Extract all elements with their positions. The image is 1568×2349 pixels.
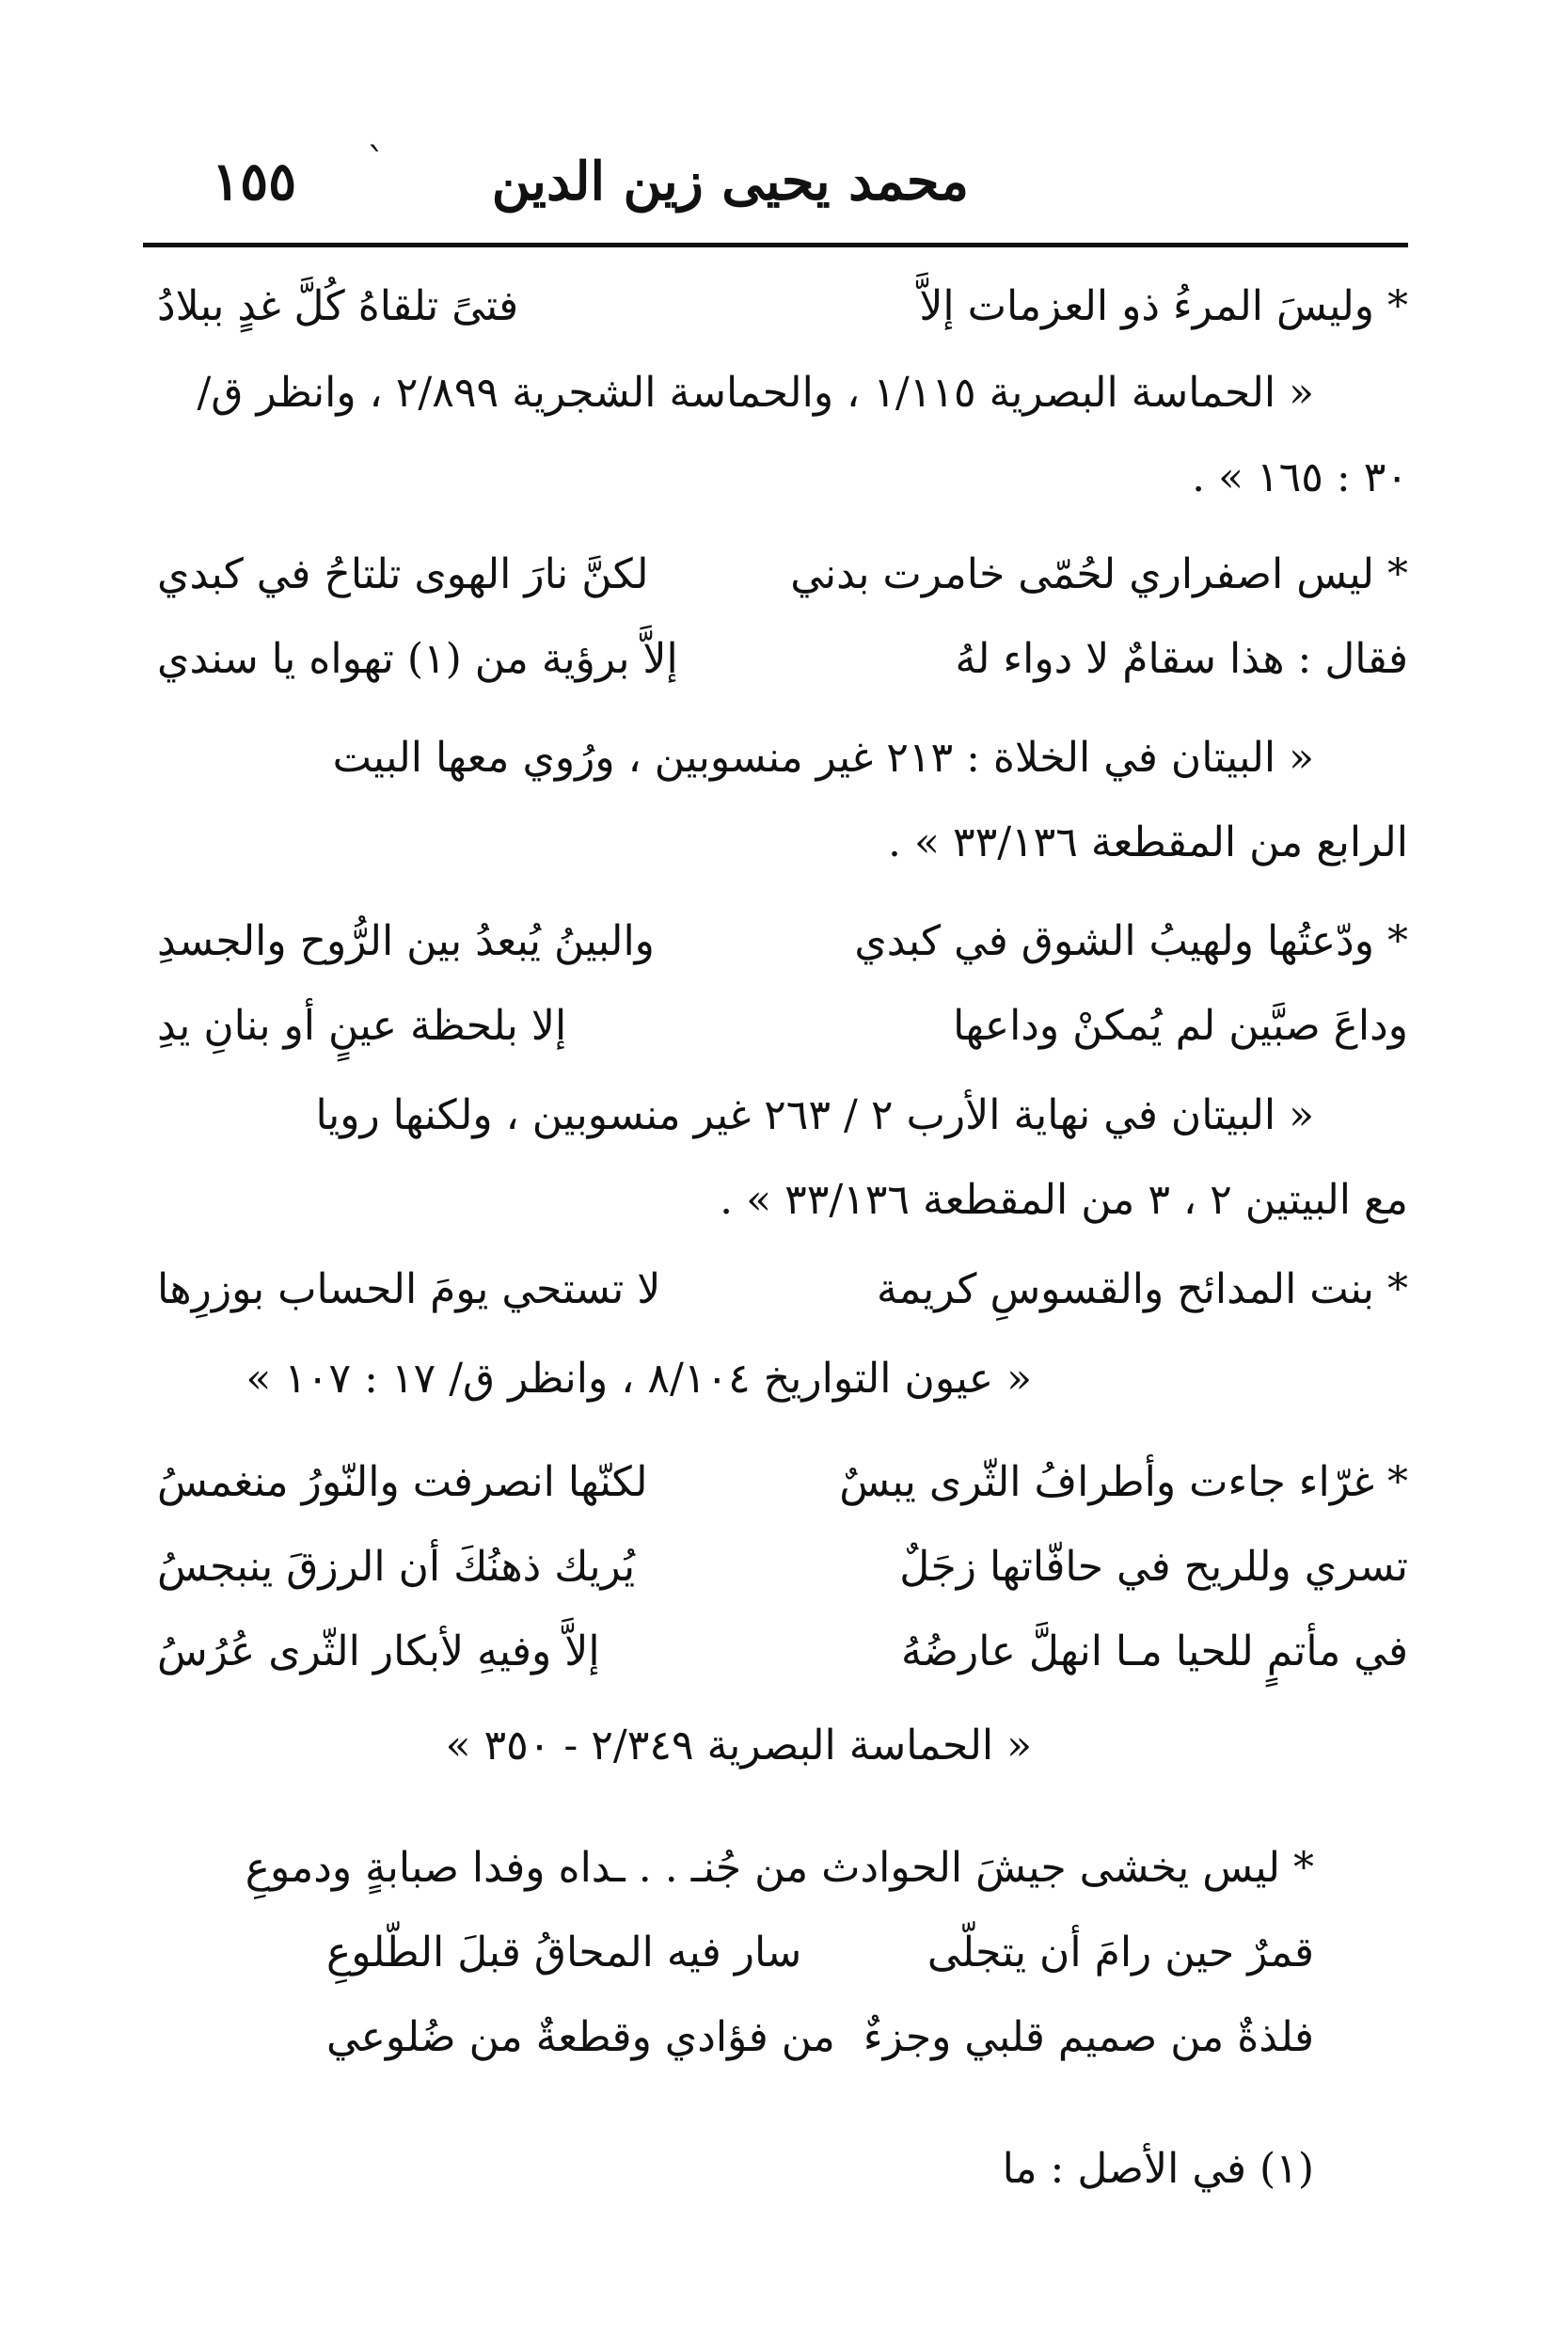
verse-line [157, 1458, 1408, 1533]
verse-second-hemistich: لكنّها انصرفت والنّورُ منغمسُ [157, 1458, 648, 1506]
verse-first-hemistich: فقال : هذا سقامٌ لا دواء لهُ [955, 635, 1408, 683]
verse-first-hemistich: في مأتمٍ للحيا مـا انهلَّ عارضُهُ [901, 1627, 1408, 1675]
verse-second-hemistich: والبينُ يُبعدُ بين الرُّوح والجسدِ [157, 917, 655, 965]
verse-first-hemistich: فلذةٌ من صميم قلبي وجزءٌ [863, 2013, 1314, 2061]
verse-first-hemistich: قمرٌ حين رامَ أن يتجلّى [927, 1928, 1314, 1976]
source-note-line: مع البيتين ٢ ، ٣ من المقطعة ٣٣/١٣٦ » . [720, 1176, 1408, 1224]
verse-first-hemistich: * ليس اصفراري لحُمّى خامرت بدني [790, 550, 1408, 598]
verse-line [157, 917, 1408, 992]
source-note-line: « البيتان في نهاية الأرب ٢ / ٢٦٣ غير منسوبين ، ولكنها رويا [315, 1091, 1314, 1139]
source-note-line: « البيتان في الخلاة : ٢١٣ غير منسوبين ، ورُوي معها البيت [332, 734, 1314, 782]
source-note-line: « الحماسة البصرية ٢/٣٤٩ - ٣٥٠ » [445, 1722, 1032, 1770]
verse-first-hemistich: * غرّاء جاءت وأطرافُ الثّرى يبسٌ [839, 1458, 1408, 1506]
verse-line [157, 1543, 1408, 1618]
verse-second-hemistich: فتىً تلقاهُ كُلَّ غدٍ ببلادُ [157, 282, 519, 330]
verse-first-hemistich: تسري وللريح في حافّاتها زجَلٌ [899, 1543, 1408, 1591]
verse-line [326, 2013, 1314, 2088]
verse-second-hemistich: لا تستحي يومَ الحساب بوزرِها [157, 1265, 661, 1313]
verse-line [157, 550, 1408, 626]
running-title: محمد يحيى زين الدين [491, 151, 969, 213]
verse-second-hemistich: إلاَّ وفيهِ لأبكار الثّرى عُرُسُ [157, 1627, 600, 1675]
header-rule [143, 243, 1408, 247]
verse-line [245, 1844, 1314, 1919]
verse-line [157, 635, 1408, 710]
verse-first-hemistich: * بنت المدائح والقسوسِ كريمة [876, 1265, 1408, 1313]
source-note-line: « عيون التواريخ ٨/١٠٤ ، وانظر ق/ ١٧ : ١٠٧ » [245, 1355, 1032, 1403]
verse-second-hemistich: يُريك ذهنُكَ أن الرزقَ ينبجسُ [157, 1543, 636, 1591]
source-note-line: الرابع من المقطعة ٣٣/١٣٦ » . [888, 818, 1408, 866]
source-note-line: « الحماسة البصرية ١/١١٥ ، والحماسة الشجرية ٢/٨٩٩ ، وانظر ق/ [197, 369, 1314, 417]
verse-second-hemistich: إلاَّ برؤية من (١) تهواه يا سندي [157, 635, 678, 683]
verse-second-hemistich: سار فيه المحاقُ قبلَ الطّلوعِ [326, 1928, 802, 1976]
verse-first-hemistich: * وليسَ المرءُ ذو العزمات إلاَّ [919, 282, 1408, 330]
verse-line [157, 1627, 1408, 1703]
header-mark: ˋ [367, 141, 386, 184]
page-number: ١٥٥ [212, 151, 297, 213]
verse-second-hemistich: إلا بلحظة عينٍ أو بنانِ يدِ [157, 1002, 567, 1050]
footnote: (١) في الأصل : ما [1002, 2145, 1314, 2193]
source-note-line: ٣٠ : ١٦٥ » . [1192, 453, 1408, 501]
verse-first-hemistich: * ودّعتُها ولهيبُ الشوق في كبدي [854, 917, 1408, 965]
verse-second-hemistich: من فؤادي وقطعةٌ من ضُلوعي [326, 2013, 835, 2061]
verse-line [157, 282, 1408, 357]
page-header [141, 132, 1411, 235]
verse-line [326, 1928, 1314, 2004]
verse-joined-hemistichs: * ليس يخشى جيشَ الحوادث من جُنـ . . ـداه وفدا صبابةٍ ودموعِ [245, 1844, 1314, 1892]
verse-second-hemistich: لكنَّ نارَ الهوى تلتاحُ في كبدي [157, 550, 649, 598]
verse-first-hemistich: وداعَ صبَّين لم يُمكنْ وداعها [953, 1002, 1408, 1050]
verse-line [157, 1265, 1408, 1341]
verse-line [157, 1002, 1408, 1077]
